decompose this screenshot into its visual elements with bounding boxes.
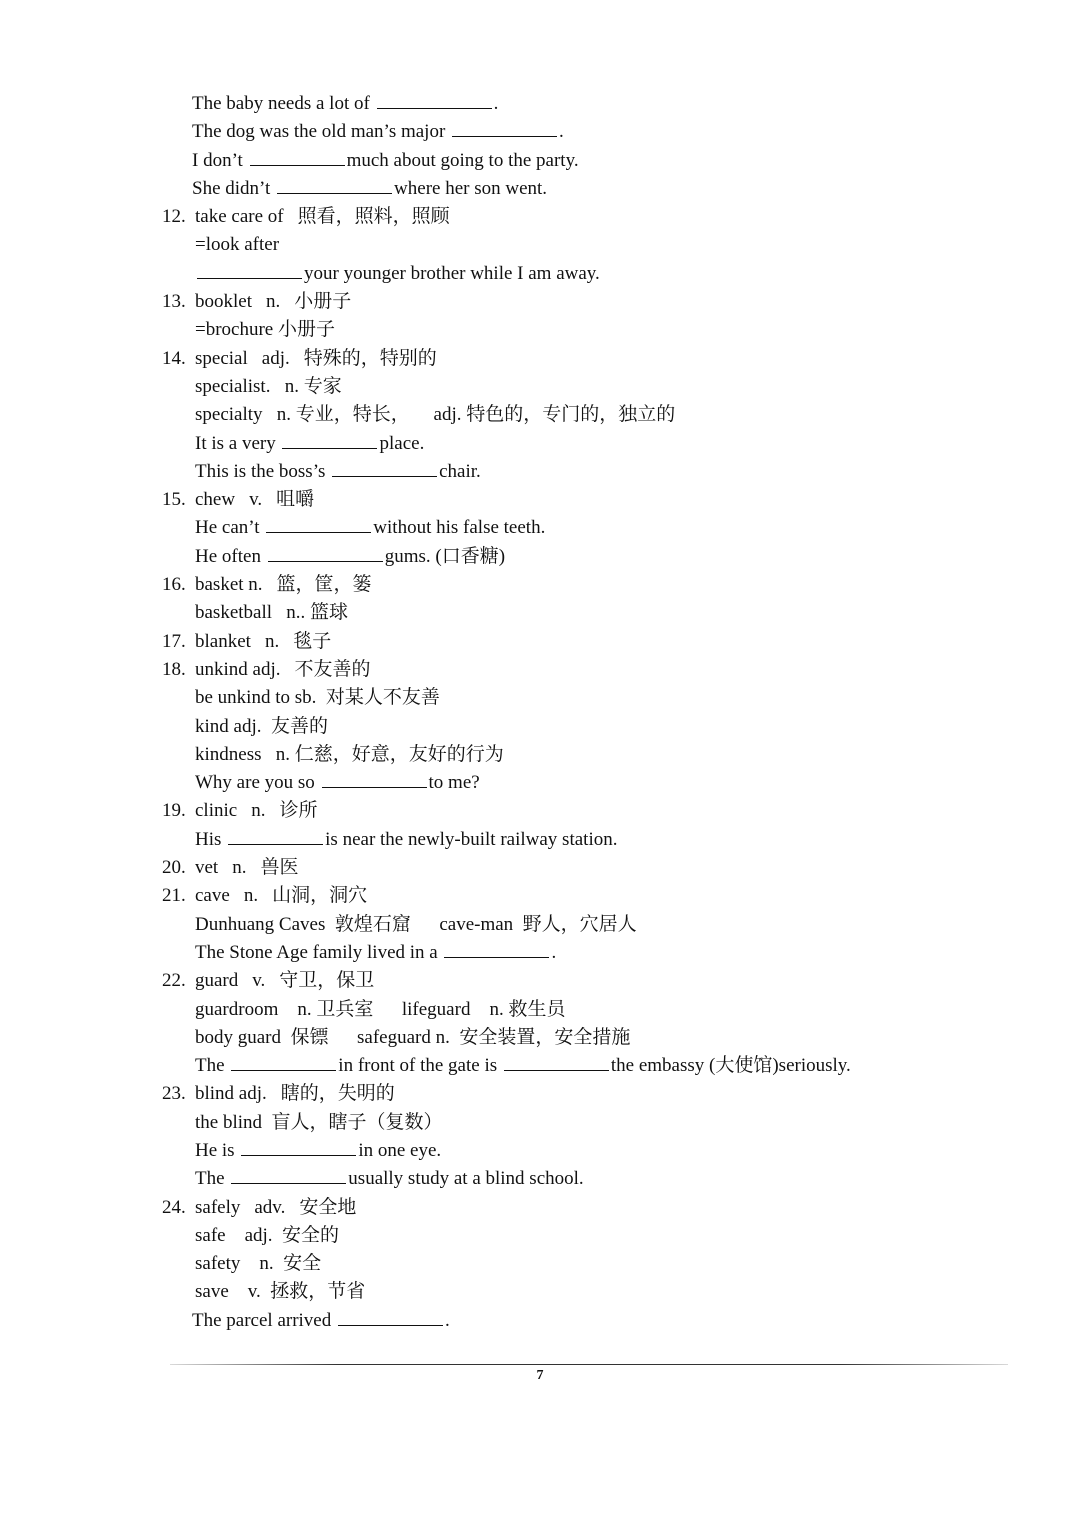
entry-detail [162,599,1042,627]
sentence-start: Why are you so [195,772,320,794]
sentence-end: where her son went. [394,177,548,199]
sentence-start: He often [195,545,266,567]
entry-part-of-speech: n. [264,630,280,652]
sentence-end: usually study at a blind school. [348,1168,584,1190]
entry-detail [162,996,1042,1024]
entry-meaning: 小册子 [294,291,352,313]
entry-meaning: 瞎的，失明的 [280,1083,395,1105]
entry-part-of-speech: n. [232,857,247,879]
entry-number: 15. [162,489,186,511]
entry-term: unkind adj. [195,658,281,680]
sentence-start: This is the boss’s [195,460,331,482]
answer-blank [241,1137,356,1156]
sentence-start: It is a very [195,432,281,454]
entry-detail [162,231,1042,259]
footer-rule [170,1364,1008,1365]
detail-text: body guard 保镖 safeguard n. 安全装置，安全措施 [195,1026,631,1048]
sentence-start: She didn’t [192,177,276,199]
entry-detail [162,316,1042,344]
entry-meaning: 诊所 [279,800,318,822]
sentence-start: He can’t [195,517,265,539]
entry-meaning: 山洞，洞穴 [272,885,368,907]
entry-meaning: 特殊的，特别的 [303,347,437,369]
vocab-entry [162,882,1042,910]
entry-meaning: 兽医 [260,857,299,879]
sentence-middle: in front of the gate is [338,1055,502,1077]
entry-number: 14. [162,347,186,369]
entry-number: 22. [162,970,186,992]
entry-number: 12. [162,206,186,228]
fill-in-sentence [162,430,1042,458]
answer-blank [282,430,377,449]
entry-meaning: 篮，筐，篓 [276,574,372,596]
entry-term: booklet [195,291,252,313]
entry-term: vet [195,857,219,879]
entry-detail [162,911,1042,939]
entry-meaning: 照看，照料，照顾 [297,206,450,228]
entry-number: 24. [162,1196,186,1218]
vocab-entry [162,288,1042,316]
answer-blank [250,147,345,166]
answer-blank [197,260,302,279]
entry-term: cave [195,885,230,907]
answer-blank [266,514,371,533]
vocab-entry [162,345,1042,373]
answer-blank [322,769,427,788]
sentence-end: is near the newly-built railway station. [325,828,618,850]
detail-text: save v. 拯救，节省 [195,1281,366,1303]
vocab-entry [162,486,1042,514]
entry-term: special [195,347,248,369]
fill-in-sentence [162,260,1042,288]
sentence-end: your younger brother while I am away. [304,262,600,284]
page-number: 7 [536,1368,544,1383]
answer-blank [444,939,549,958]
sentence-end: the embassy (大使馆)seriously. [610,1055,851,1077]
entry-detail [162,684,1042,712]
vocab-entry [162,1194,1042,1222]
sentence-start: The dog was the old man’s major [192,121,451,143]
vocab-entry [162,656,1042,684]
sentence-start: The [195,1055,230,1077]
vocab-entry [162,571,1042,599]
entry-number: 17. [162,630,186,652]
entry-part-of-speech: v. [249,489,263,511]
entry-part-of-speech: n. [243,885,259,907]
vocab-entry [162,854,1042,882]
answer-blank [228,826,323,845]
entry-meaning: 不友善的 [294,658,371,680]
entry-part-of-speech: adj. [261,347,290,369]
fill-in-sentence [162,1165,1042,1193]
sentence-end: . [493,93,499,114]
detail-text: Dunhuang Caves 敦煌石窟 cave-man 野人，穴居人 [195,913,637,935]
entry-term: chew [195,489,236,511]
fill-in-sentence [162,458,1042,486]
detail-text: the blind 盲人，瞎子（复数） [195,1111,443,1133]
detail-text: be unkind to sb. 对某人不友善 [195,687,440,709]
detail-text: safety n. 安全 [195,1253,322,1275]
answer-blank [277,175,392,194]
entry-term: blanket [195,630,251,652]
entry-detail [162,713,1042,741]
fill-in-sentence [162,147,1042,175]
detail-text: kind adj. 友善的 [195,715,328,737]
detail-text: specialist. n. 专家 [195,375,342,397]
entry-detail [162,1222,1042,1250]
sentence-end: . [559,121,564,143]
vocab-entry [162,967,1042,995]
sentence-end: place. [379,432,425,454]
answer-blank [231,1165,346,1184]
sentence-start: The [195,1168,230,1190]
entry-detail [162,401,1042,429]
answer-blank [231,1052,336,1071]
entry-number: 20. [162,857,186,879]
entry-meaning: 毯子 [293,630,332,652]
fill-in-sentence [162,90,1042,118]
answer-blank [452,118,557,137]
vocab-entry [162,1080,1042,1108]
fill-in-sentence [162,118,1042,146]
sentence-end: in one eye. [358,1139,442,1161]
entry-term: safely [195,1196,241,1218]
vocab-entry [162,797,1042,825]
sentence-start: The parcel arrived [192,1309,336,1331]
entry-term: basket n. [195,574,263,596]
sentence-start: I don’t [192,149,248,171]
detail-text: safe adj. 安全的 [195,1224,340,1246]
sentence-start: His [195,828,227,850]
fill-in-sentence [162,939,1042,967]
detail-text: basketball n.. 篮球 [195,602,349,624]
answer-blank [377,90,492,109]
entry-number: 18. [162,658,186,680]
fill-in-sentence [162,175,1042,203]
sentence-end: gums. (口香糖) [384,545,506,567]
fill-in-sentence [162,1052,1042,1080]
vocab-entry [162,203,1042,231]
answer-blank [332,458,437,477]
detail-text: kindness n. 仁慈，好意，友好的行为 [195,743,504,765]
detail-text: =brochure 小册子 [195,319,335,341]
sentence-end: . [445,1309,450,1331]
entry-number: 13. [162,291,186,313]
answer-blank [504,1052,609,1071]
fill-in-sentence [162,826,1042,854]
detail-text: specialty n. 专业，特长， adj. 特色的，专门的，独立的 [195,404,676,426]
entry-detail [162,1250,1042,1278]
entry-term: guard [195,970,239,992]
entry-part-of-speech: v. [252,970,266,992]
sentence-end: chair. [439,460,481,482]
answer-blank [338,1307,443,1326]
entry-detail [162,373,1042,401]
answer-blank [268,543,383,562]
entry-part-of-speech: n. [266,291,281,313]
sentence-end: to me? [428,772,480,794]
detail-text: =look after [195,234,280,256]
sentence-start: The baby needs a lot of [192,93,375,114]
entry-part-of-speech: adv. [254,1196,286,1218]
entry-number: 16. [162,574,186,596]
fill-in-sentence [162,769,1042,797]
fill-in-sentence [162,1137,1042,1165]
detail-text: guardroom n. 卫兵室 lifeguard n. 救生员 [195,998,566,1020]
entry-detail [162,1278,1042,1306]
vocab-entry [162,628,1042,656]
sentence-end: without his false teeth. [373,517,546,539]
entry-term: blind adj. [195,1083,267,1105]
entry-detail [162,1024,1042,1052]
fill-in-sentence [162,514,1042,542]
sentence-end: much about going to the party. [346,149,579,171]
fill-in-sentence [162,1307,1042,1335]
vocabulary-list [162,90,1042,1335]
entry-detail [162,741,1042,769]
entry-meaning: 守卫，保卫 [279,970,375,992]
entry-part-of-speech: n. [251,800,266,822]
entry-number: 23. [162,1083,186,1105]
entry-number: 21. [162,885,186,907]
sentence-end: . [551,941,557,963]
sentence-start: The Stone Age family lived in a [195,941,443,963]
sentence-start: He is [195,1139,240,1161]
entry-meaning: 咀嚼 [276,489,315,511]
entry-term: take care of [195,206,284,228]
entry-number: 19. [162,800,186,822]
fill-in-sentence [162,543,1042,571]
entry-meaning: 安全地 [299,1196,357,1218]
entry-detail [162,1109,1042,1137]
entry-term: clinic [195,800,238,822]
